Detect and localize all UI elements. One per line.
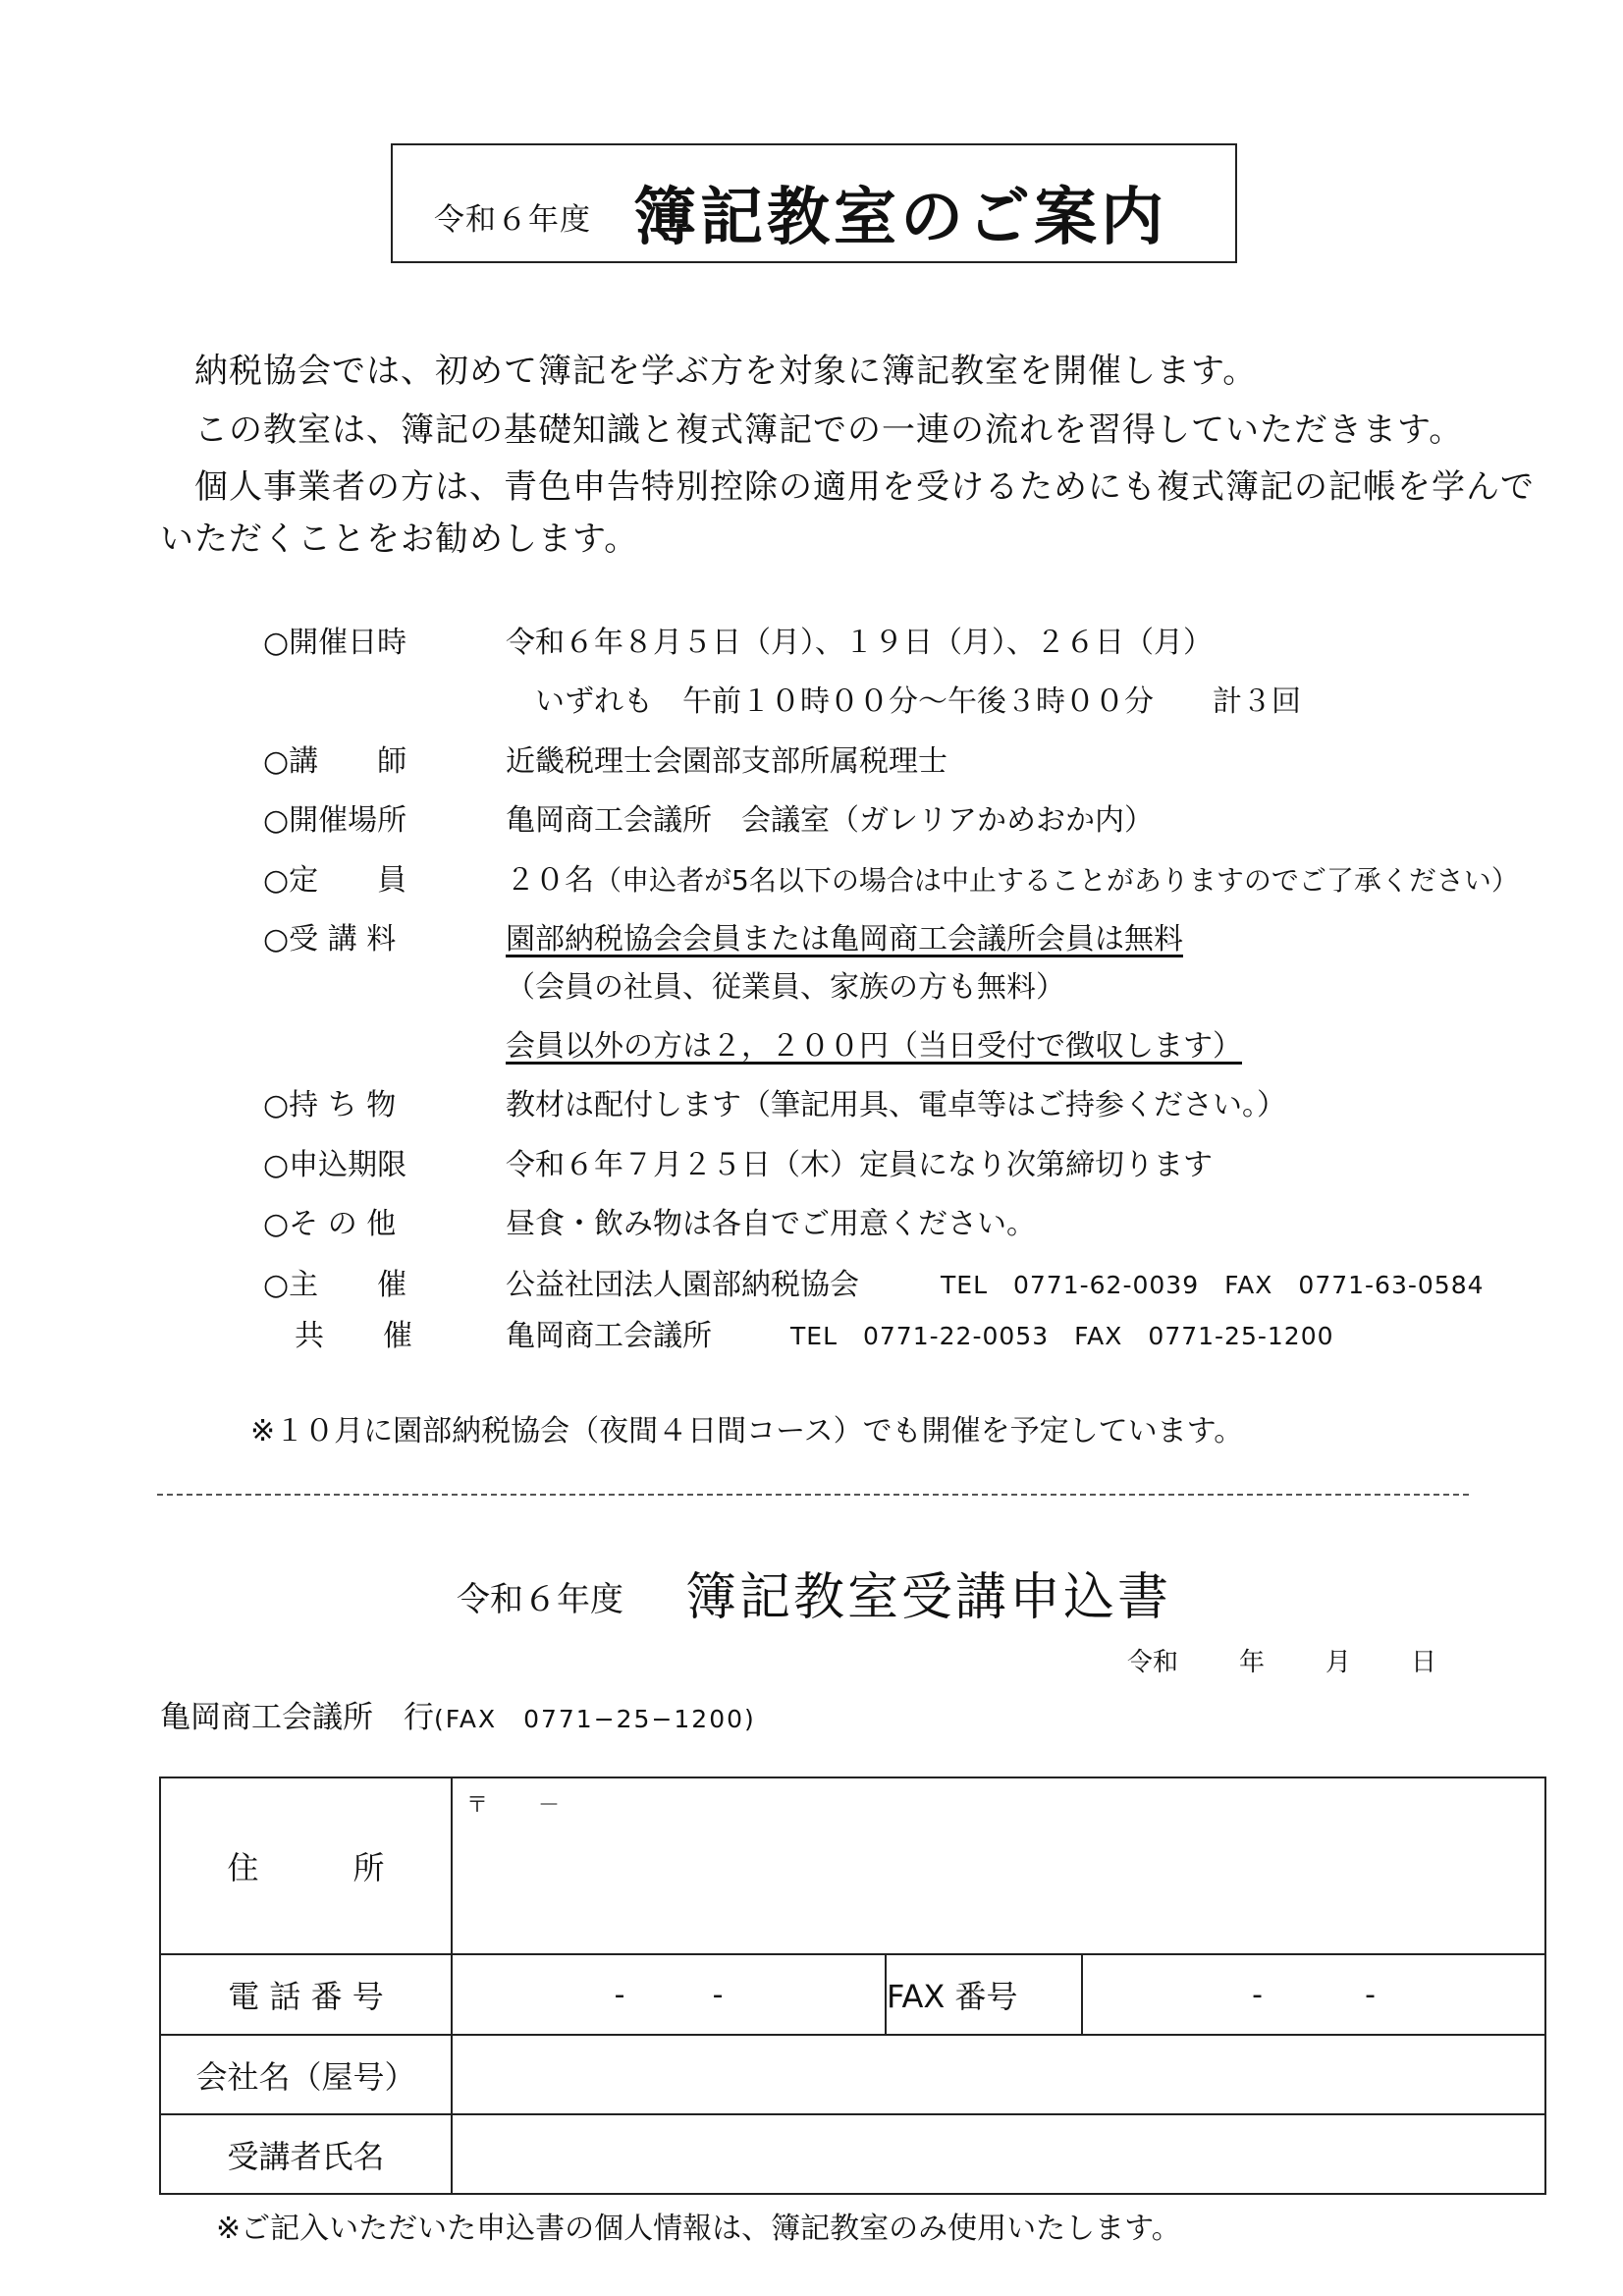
fax-label: FAX 番号 xyxy=(886,1954,1082,2035)
date-label: ○開催日時 xyxy=(263,626,407,660)
items-label: ○持 ち 物 xyxy=(263,1088,397,1122)
fee-label: ○受 講 料 xyxy=(263,922,397,957)
title-box xyxy=(391,143,1237,263)
capacity-note: （申込者が5名以下の場合は中止することがありますのでご了承ください） xyxy=(594,864,1519,897)
notice-title: 簿記教室のご案内 xyxy=(633,182,1167,254)
cohost-contact: TEL 0771-22-0053 FAX 0771-25-1200 xyxy=(790,1322,1334,1350)
privacy-note: ※ご記入いただいた申込書の個人情報は、簿記教室のみ使用いたします。 xyxy=(216,2212,1181,2246)
deadline-label: ○申込期限 xyxy=(263,1148,407,1182)
company-row xyxy=(160,2035,1545,2114)
application-form xyxy=(159,1777,1546,2195)
address-row xyxy=(160,1777,1545,1954)
form-title-year: 令和６年度 xyxy=(457,1580,623,1619)
name-row xyxy=(160,2114,1545,2194)
host-value: 公益社団法人園部納税協会 xyxy=(506,1268,859,1302)
lecturer-value: 近畿税理士会園部支部所属税理士 xyxy=(506,744,947,779)
fee-value-members: 園部納税協会会員または亀岡商工会議所会員は無料 xyxy=(506,922,1183,957)
address-field[interactable] xyxy=(452,1777,1545,1954)
time-value: いずれも 午前１０時００分～午後３時００分 計３回 xyxy=(535,684,1301,719)
cohost-value: 亀岡商工会議所 xyxy=(506,1319,712,1353)
zip-mark: 〒 － xyxy=(466,1793,560,1818)
phone-dash-1: - xyxy=(614,1977,625,2012)
fee-value-family: （会員の社員、従業員、家族の方も無料） xyxy=(506,970,1065,1005)
recipient-fax: (FAX 0771−25−1200) xyxy=(434,1705,756,1733)
date-year: 年 xyxy=(1239,1648,1266,1677)
intro-line-4: いただくことをお勧めします。 xyxy=(160,519,639,559)
intro-line-2: この教室は、簿記の基礎知識と複式簿記での一連の流れを習得していただきます。 xyxy=(160,410,1464,450)
phone-field[interactable] xyxy=(452,1954,886,2035)
name-field[interactable] xyxy=(452,2114,1545,2194)
venue-label: ○開催場所 xyxy=(263,803,407,838)
form-title: 簿記教室受講申込書 xyxy=(685,1568,1172,1627)
fax-field[interactable] xyxy=(1082,1954,1545,2035)
other-value: 昼食・飲み物は各自でご用意ください。 xyxy=(506,1207,1036,1241)
lecturer-label: ○講 師 xyxy=(263,744,407,779)
address-label: 住 所 xyxy=(160,1777,452,1954)
intro-line-1: 納税協会では、初めて簿記を学ぶ方を対象に簿記教室を開催します。 xyxy=(160,352,1258,391)
phone-row xyxy=(160,1954,1545,2035)
recipient-line xyxy=(160,1692,756,1736)
capacity-label: ○定 員 xyxy=(263,863,407,898)
evening-course-note: ※１０月に園部納税協会（夜間４日間コース）でも開催を予定しています。 xyxy=(250,1414,1244,1449)
notice-title-year: 令和６年度 xyxy=(434,202,591,238)
company-label: 会社名（屋号） xyxy=(160,2035,452,2114)
capacity-value xyxy=(506,855,1519,899)
venue-value: 亀岡商工会議所 会議室（ガレリアかめおか内） xyxy=(506,803,1154,838)
date-day: 日 xyxy=(1411,1648,1437,1677)
company-field[interactable] xyxy=(452,2035,1545,2114)
host-label: ○主 催 xyxy=(263,1268,407,1302)
recipient: 亀岡商工会議所 行 xyxy=(160,1700,434,1735)
capacity-number: ２０名 xyxy=(506,863,594,898)
fax-dash-1: - xyxy=(1252,1977,1263,2012)
date-value: 令和６年８月５日（月）、１９日（月）、２６日（月） xyxy=(506,626,1213,660)
items-value: 教材は配付します（筆記用具、電卓等はご持参ください。） xyxy=(506,1088,1286,1122)
date-era: 令和 xyxy=(1127,1648,1179,1677)
fax-dash-2: - xyxy=(1365,1977,1376,2012)
fee-value-nonmembers: 会員以外の方は２，２００円（当日受付で徴収します） xyxy=(506,1029,1242,1064)
intro-line-3: 個人事業者の方は、青色申告特別控除の適用を受けるためにも複式簿記の記帳を学んで xyxy=(160,467,1535,507)
phone-label: 電 話 番 号 xyxy=(160,1954,452,2035)
cut-line xyxy=(157,1494,1469,1496)
name-label: 受講者氏名 xyxy=(160,2114,452,2194)
deadline-value: 令和６年７月２５日（木）定員になり次第締切ります xyxy=(506,1148,1213,1182)
cohost-label: 共 催 xyxy=(295,1319,412,1353)
date-month: 月 xyxy=(1325,1648,1352,1677)
phone-dash-2: - xyxy=(712,1977,724,2012)
host-contact: TEL 0771-62-0039 FAX 0771-63-0584 xyxy=(941,1271,1485,1299)
other-label: ○そ の 他 xyxy=(263,1207,397,1241)
